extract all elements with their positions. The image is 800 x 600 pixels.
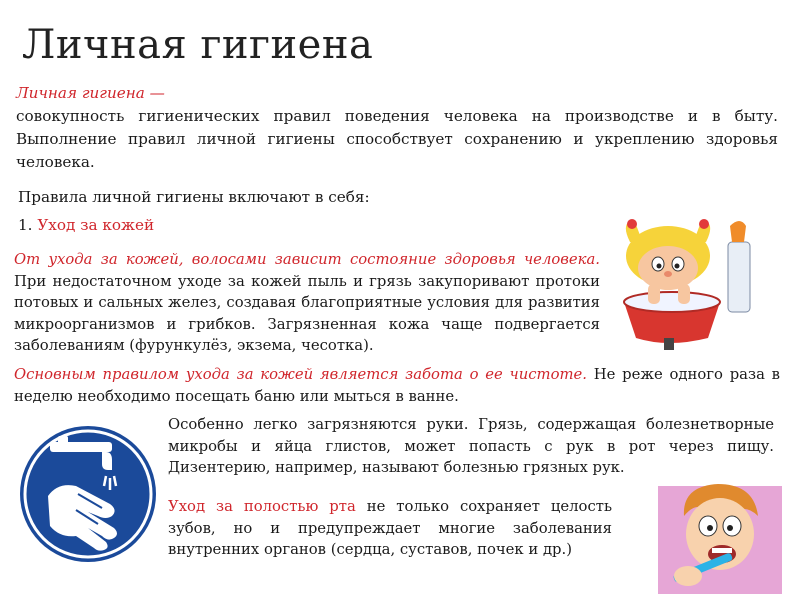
mouth-paragraph [168,496,612,561]
hands-paragraph: Особенно легко загрязняются руки. Грязь, содержащая болезнетворные микробы и яйца глистов, может попасть с рук в рот через пищу. Дизентерию, например, называют болезнью грязных рук. [168,416,774,476]
page-title: Личная гигиена [22,22,374,68]
skin-rule-body: Не реже одного раза в неделю необходимо посещать баню или мыться в ванне. [14,366,780,405]
skin-rule [14,364,780,407]
hand-washing-sign-icon [18,424,158,564]
rules-intro: Правила личной гигиены включают в себя: [18,188,370,206]
skin-paragraph [14,249,600,357]
item-heading-skin [18,214,154,237]
mouth-lead: Уход за полостью рта [168,498,356,515]
skin-body: При недостаточном уходе за кожей пыль и грязь закупоривают протоки потовых и сальных желез, создавая благоприятные условия для развития микроорганизмов и грибков. Загрязненная кожа чаще подвергается заболеваниям (фурункулёз, экзема, чесотка). [14,272,600,354]
child-washing-icon [610,212,770,352]
item-label: Уход за кожей [37,216,155,234]
mouth-body: не только сохраняет целость зубов, но и предупреждает многие заболевания внутренних органов (сердца, суставов, почек и др.) [168,498,612,558]
definition-body: совокупность гигиенических правил поведения человека на производстве и в быту. Выполнение правил личной гигиены способствует сохранению и укреплению здоровья человека. [16,107,778,171]
skin-rule-lead: Основным правилом ухода за кожей является забота о ее чистоте. [14,366,587,383]
definition-block [16,82,778,174]
skin-lead: От ухода за кожей, волосами зависит состояние здоровья человека. [14,251,600,268]
definition-term: Личная гигиена — [16,84,165,102]
item-number: 1. [18,216,38,234]
child-brushing-teeth-icon [658,476,782,594]
